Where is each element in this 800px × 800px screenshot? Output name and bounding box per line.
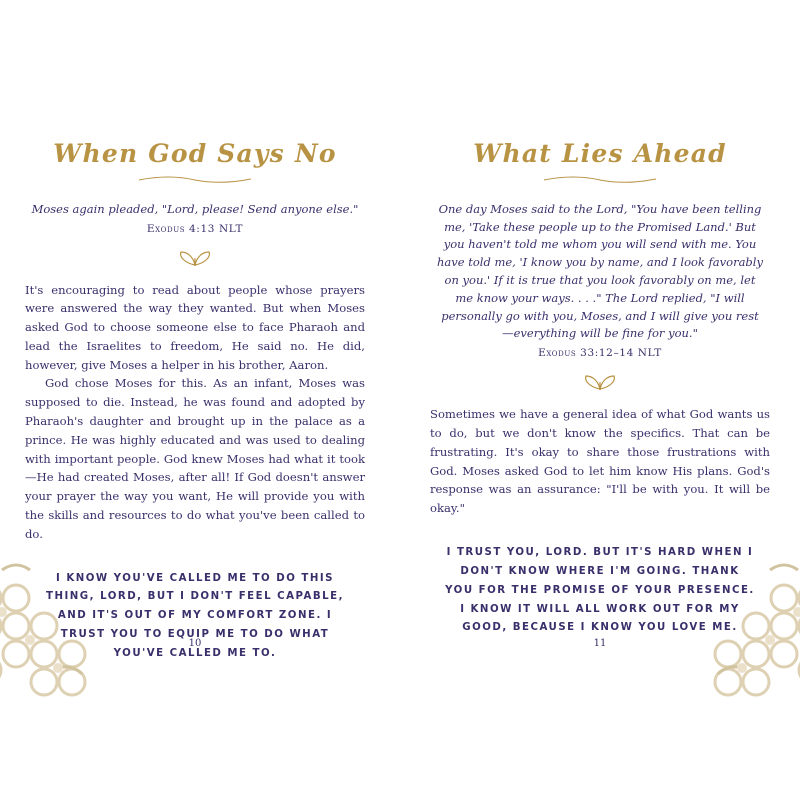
left-verse-text: Moses again pleaded, "Lord, please! Send anyone else." [31, 201, 359, 216]
right-verse-reference: Exodus 33:12–14 NLT [538, 347, 662, 360]
title-flourish-icon-right [540, 175, 660, 183]
right-body-text [430, 405, 770, 518]
right-title-block [430, 140, 770, 183]
leaf-ornament-icon-right [430, 373, 770, 391]
left-title-block [25, 140, 365, 183]
right-devotion-title: What Lies Ahead [473, 139, 727, 168]
right-prayer-text: I TRUST YOU, LORD. BUT IT'S HARD WHEN I DON'T KNOW WHERE I'M GOING. THANK YOU FOR THE PROMISE OF YOUR PRESENCE. I KNOW IT WILL ALL WORK OUT FOR MY GOOD, BECAUSE I KNOW YOU LOVE ME. [445, 546, 755, 634]
right-paragraph-1: Sometimes we have a general idea of what God wants us to do, but we don't know the specifics. That can be frustrating. It's okay to share those frustrations with God. Moses asked God to let him know His plans. God's response was an assurance: "I'll be with you. It will be okay." [430, 407, 770, 516]
right-page-number: 11 [593, 638, 607, 649]
left-paragraph-1: It's encouraging to read about people whose prayers were answered the way they wanted. But when Moses asked God to choose someone else to face Pharaoh and lead the Israelites to freedom, He said no. He did, however, give Moses a helper in his brother, Aaron. [25, 282, 365, 372]
left-paragraph-2: God chose Moses for this. As an infant, Moses was supposed to die. Instead, he was found and adopted by Pharaoh's daughter and brought up in the palace as a prince. He was highly educated and was used to dealing with important people. God knew Moses had what it took—He had created Moses, after all! If God doesn't answer your prayer the way you want, He will provide you with the skills and resources to do what you've been called to do. [25, 376, 365, 541]
left-devotion-title: When God Says No [53, 139, 337, 168]
left-body-text [25, 281, 365, 544]
right-verse-text: One day Moses said to the Lord, "You have been telling me, 'Take these people up to the Promised Land.' But you haven't told me whom you will send with me. You have told me, 'I know you by name, and I look favorably on you.' If it is true that you look favorably on me, let me know your ways. . . ." The Lord replied, "I will personally go with you, Moses, and I will give you rest—everything will be fine for you." [437, 201, 763, 341]
left-verse-reference: Exodus 4:13 NLT [146, 222, 244, 235]
left-page-number: 10 [188, 638, 202, 649]
left-prayer-text: I KNOW YOU'VE CALLED ME TO DO THIS THING, LORD, BUT I DON'T FEEL CAPABLE, AND IT'S OUT OF MY COMFORT ZONE. I TRUST YOU TO EQUIP ME TO DO WHAT YOU'VE CALLED ME TO. [46, 572, 344, 659]
right-page [430, 140, 770, 680]
leaf-ornament-icon-left [25, 249, 365, 267]
left-page [25, 140, 365, 680]
title-flourish-icon [135, 175, 255, 183]
